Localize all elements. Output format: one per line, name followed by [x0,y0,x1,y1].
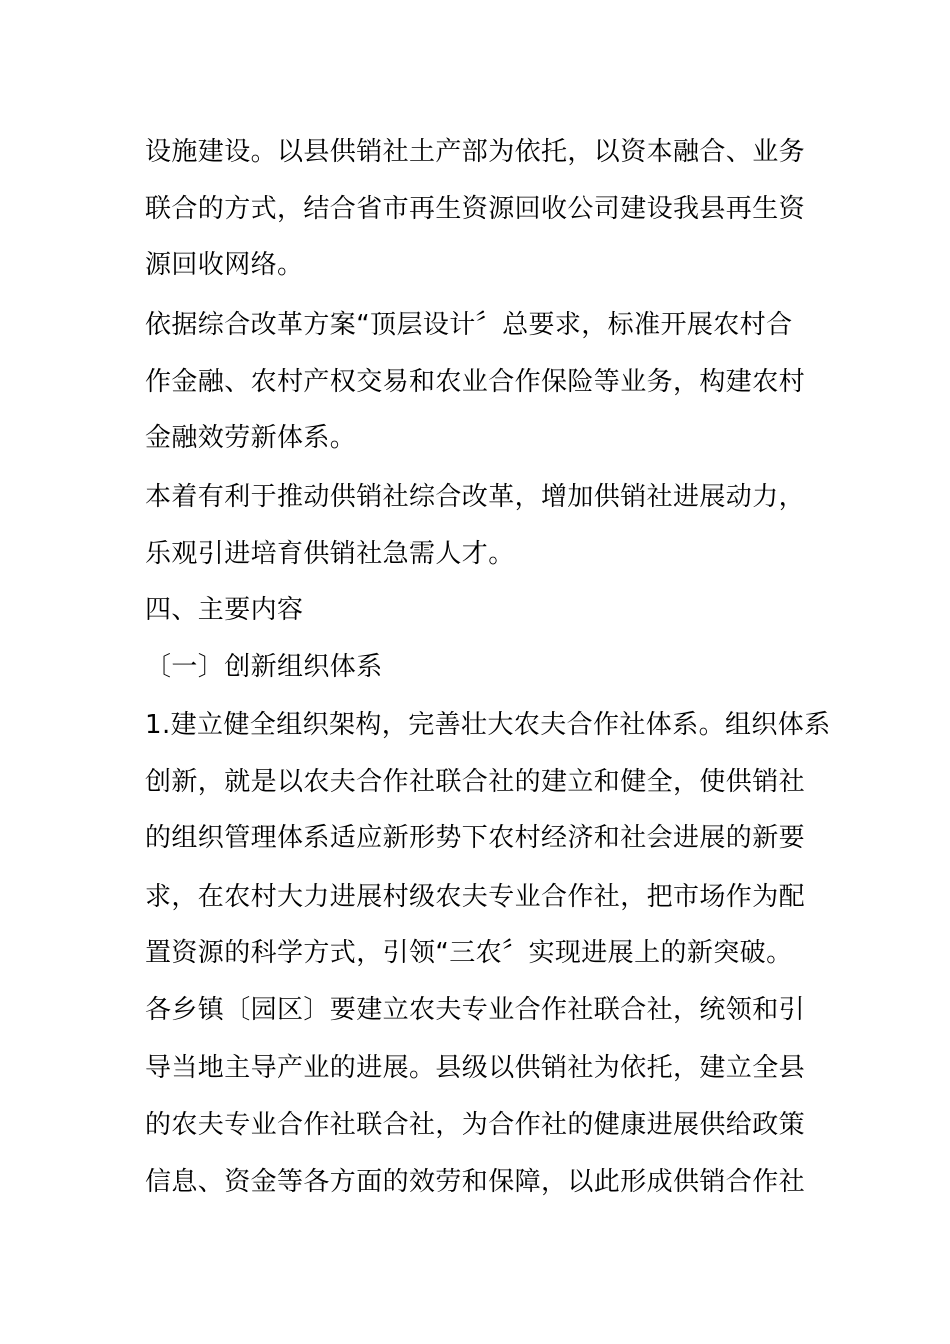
text-line-15: 置资源的科学方式，引领“三农〞实现进展上的新突破。 [145,938,793,968]
text-line-11: 1.建立健全组织架构，完善壮大农夫合作社体系。组织体系 [145,710,831,740]
text-line-14: 求，在农村大力进展村级农夫专业合作社，把市场作为配 [145,882,806,912]
text-line-12: 创新，就是以农夫合作社联合社的建立和健全，使供销社 [145,767,806,797]
text-line-5: 作金融、农村产权交易和农业合作保险等业务，构建农村 [145,367,806,397]
text-line-19: 信息、资金等各方面的效劳和保障，以此形成供销合作社 [145,1167,806,1197]
text-line-2: 联合的方式，结合省市再生资源回收公司建设我县再生资 [145,194,806,224]
text-line-18: 的农夫专业合作社联合社，为合作社的健康进展供给政策 [145,1110,806,1140]
text-line-1: 设施建设。以县供销社土产部为依托，以资本融合、业务 [145,137,806,167]
text-line-3: 源回收网络。 [145,250,304,280]
text-line-4: 依据综合改革方案“顶层设计〞总要求，标准开展农村合 [145,310,793,340]
text-line-13: 的组织管理体系适应新形势下农村经济和社会进展的新要 [145,823,806,853]
subsection-heading: 〔一〕创新组织体系 [145,652,383,682]
section-heading: 四、主要内容 [145,595,304,625]
text-line-6: 金融效劳新体系。 [145,423,357,453]
text-line-8: 乐观引进培育供销社急需人才。 [145,539,515,569]
text-line-7: 本着有利于推动供销社综合改革，增加供销社进展动力， [145,482,806,512]
text-line-17: 导当地主导产业的进展。县级以供销社为依托，建立全县 [145,1053,806,1083]
text-line-16: 各乡镇〔园区〕要建立农夫专业合作社联合社，统领和引 [145,995,806,1025]
